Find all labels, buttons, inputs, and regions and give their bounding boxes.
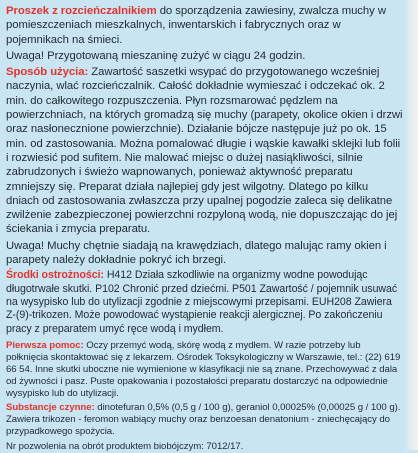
mix-warning: Uwaga! Przygotowaną mieszaninę zużyć w ciągu 24 godzin. [6,49,306,62]
precautions-paragraph [6,269,404,335]
substances-text: dinotefuran 0,5% (0,5 g / 100 g), geraniol 0,00025% (0,00025 g / 100 g). Zawiera trikozen - feromon wabiący muchy oraz benzoesan denatonium - zniechęcający do przypadkowego spożycia. [6,402,401,438]
precautions-text: H412 Działa szkodliwie na organizmy wodne powodując długotrwałe skutki. P102 Chronić przed dziećmi. P501 Zawartość / pojemnik usuwać na wysypisko lub do utylizacji zgodnie z miejscowymi przepisami. EUH208 Zawiera Z-(9)-trikozen. Może powodować wystąpienie reakcji alergicznej. Po zakończeniu pracy z preparatem umyć ręce wodą i mydłem. [6,269,398,335]
precautions-heading: Środki ostrożności: [6,269,104,282]
first-aid-heading: Pierwsza pomoc: [6,339,84,351]
usage-text: Zawartość saszetki wsypać do przygotowanego wcześniej naczynia, wlać rozcieńczalnik. Całość dokładnie wymieszać i odczekać ok. 2 min. do całkowitego rozpuszczenia. Płyn rozsmarować pędzlem na powierzchniach, na których gromadzą się muchy (parapety, okolice okien i drzwi oraz nasłonecznione powierzchnie). Działanie bójcze następuje już po ok. 15 min. od zastosowania. Można pomalować długie i wąskie kawałki sklejki lub folii i rozwiesić pod sufitem. Nie malować miejsc o dużej nasiąkliwości, silnie zabrudzonych i świeżo wapnowanych, ponieważ aktywność preparatu zmniejszy się. Preparat działa najlepiej gdy jest wilgotny. Dlatego po kilku dniach od zastosowania zwłaszcza przy upalnej pogodzie zaleca się delikatne zwilżenie zabezpieczonej powierzchni rozpyloną wodą, nie dopuszczając do jej ściekania i zmycia preparatu. [6,66,403,236]
usage-paragraph [6,65,404,237]
intro-heading: Proszek z rozcieńczalnikiem [6,5,157,17]
usage-heading: Sposób użycia: [6,66,89,79]
first-aid-paragraph [6,340,404,400]
substances-paragraph [6,402,404,438]
permit-number: Nr pozwolenia na obrót produktem biobójczym: 7012/17. [6,440,244,452]
substances-heading: Substancje czynne: [6,402,95,414]
first-aid-text: Oczy przemyć wodą, skórę wodą z mydłem. W razie potrzeby lub połknięcia skontaktować się z lekarzem. Ośrodek Toksykologiczny w Warszawie, tel.: (22) 619 66 54. Inne skutki uboczne nie wymienione w klasyfikacji nie są znane. Przechowywać z dala od żywności i pasz. Puste opakowania i pozostałości preparatu dostarczyć na odpowiednie wysypisko lub do utylizacji. [6,339,401,400]
intro-paragraph [6,4,404,47]
product-label [6,4,404,453]
intro-text: do sporządzenia zawiesiny, zwalcza muchy w pomieszczeniach mieszkalnych, inwentarskich i fabrycznych oraz w pojemnikach na śmieci. [6,5,386,46]
flies-warning: Uwaga! Muchy chętnie siadają na krawędziach, dlatego malując ramy okien i parapety należy dokładnie pokryć ich brzegi. [6,239,387,267]
label-edge [404,0,418,450]
